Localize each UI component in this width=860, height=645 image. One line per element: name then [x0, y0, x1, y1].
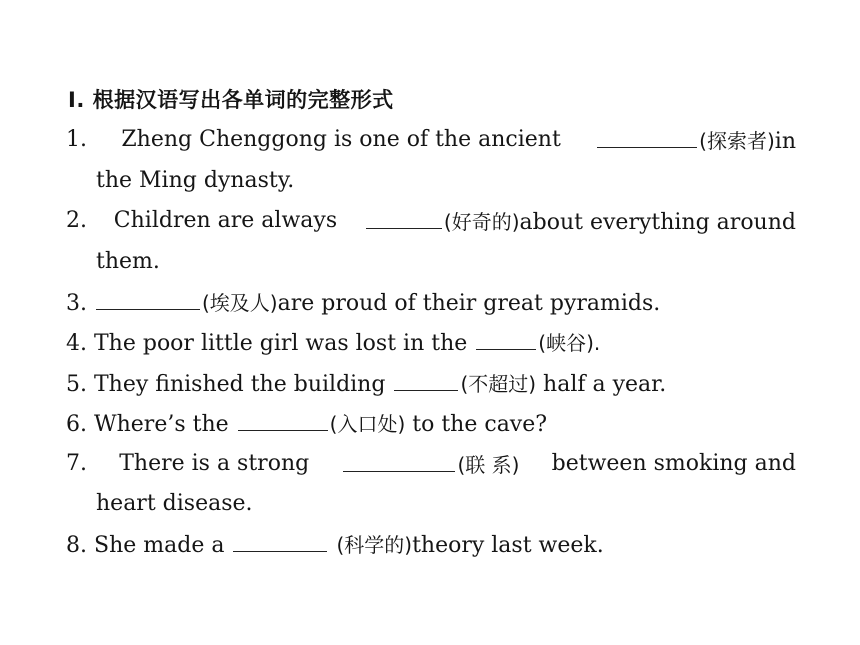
chinese-hint: (探索者) [699, 129, 775, 153]
chinese-hint: (入口处) [329, 412, 406, 436]
answer-blank[interactable] [394, 368, 458, 391]
question-text-before: Children are always [113, 208, 338, 233]
question-1-continuation: the Ming dynasty. [96, 168, 295, 193]
chinese-hint: (埃及人) [202, 291, 278, 315]
answer-blank[interactable] [476, 327, 536, 350]
question-text-after: between smoking and [551, 451, 796, 476]
question-text-after: about everything around [519, 210, 796, 235]
question-text-after: are proud of their great pyramids. [277, 291, 661, 316]
answer-blank[interactable] [96, 287, 200, 310]
question-text-before: Zheng Chenggong is one of the ancient [121, 127, 561, 152]
question-number: 6. [66, 412, 87, 437]
question-2-continuation: them. [96, 249, 160, 274]
question-text-before: There is a strong [119, 451, 310, 476]
question-7-continuation: heart disease. [96, 491, 253, 516]
question-text-before: The poor little girl was lost in the [94, 331, 468, 356]
question-number: 3. [66, 291, 87, 316]
question-6 [66, 408, 796, 440]
answer-blank[interactable] [238, 408, 328, 431]
question-text-after: to the cave? [412, 412, 548, 437]
question-number: 5. [66, 372, 87, 397]
question-text-after: theory last week. [412, 533, 604, 558]
chinese-hint: (联 系) [457, 453, 520, 477]
chinese-hint: (科学的) [336, 533, 413, 557]
section-title: Ⅰ. 根据汉语写出各单词的完整形式 [68, 88, 394, 112]
question-number: 8. [66, 533, 87, 558]
question-text-after: half a year. [543, 372, 667, 397]
question-text-before: Where’s the [94, 412, 229, 437]
question-8 [66, 529, 796, 561]
answer-blank[interactable] [343, 449, 455, 472]
question-text-before: They finished the building [94, 372, 386, 397]
question-1 [66, 125, 796, 157]
question-number: 2. [66, 208, 87, 233]
question-number: 1. [66, 127, 87, 152]
chinese-hint: (好奇的) [443, 210, 520, 234]
answer-blank[interactable] [233, 529, 327, 552]
chinese-hint: (峡谷). [538, 331, 601, 355]
answer-blank[interactable] [366, 206, 442, 229]
chinese-hint: (不超过) [460, 372, 537, 396]
question-2 [66, 206, 796, 238]
question-4 [66, 327, 796, 359]
question-number: 4. [66, 331, 87, 356]
question-3 [66, 287, 796, 319]
question-text-after: in [774, 129, 796, 154]
answer-blank[interactable] [597, 125, 697, 148]
question-7 [66, 449, 796, 481]
question-number: 7. [66, 451, 87, 476]
question-text-before: She made a [94, 533, 225, 558]
question-5 [66, 368, 796, 400]
